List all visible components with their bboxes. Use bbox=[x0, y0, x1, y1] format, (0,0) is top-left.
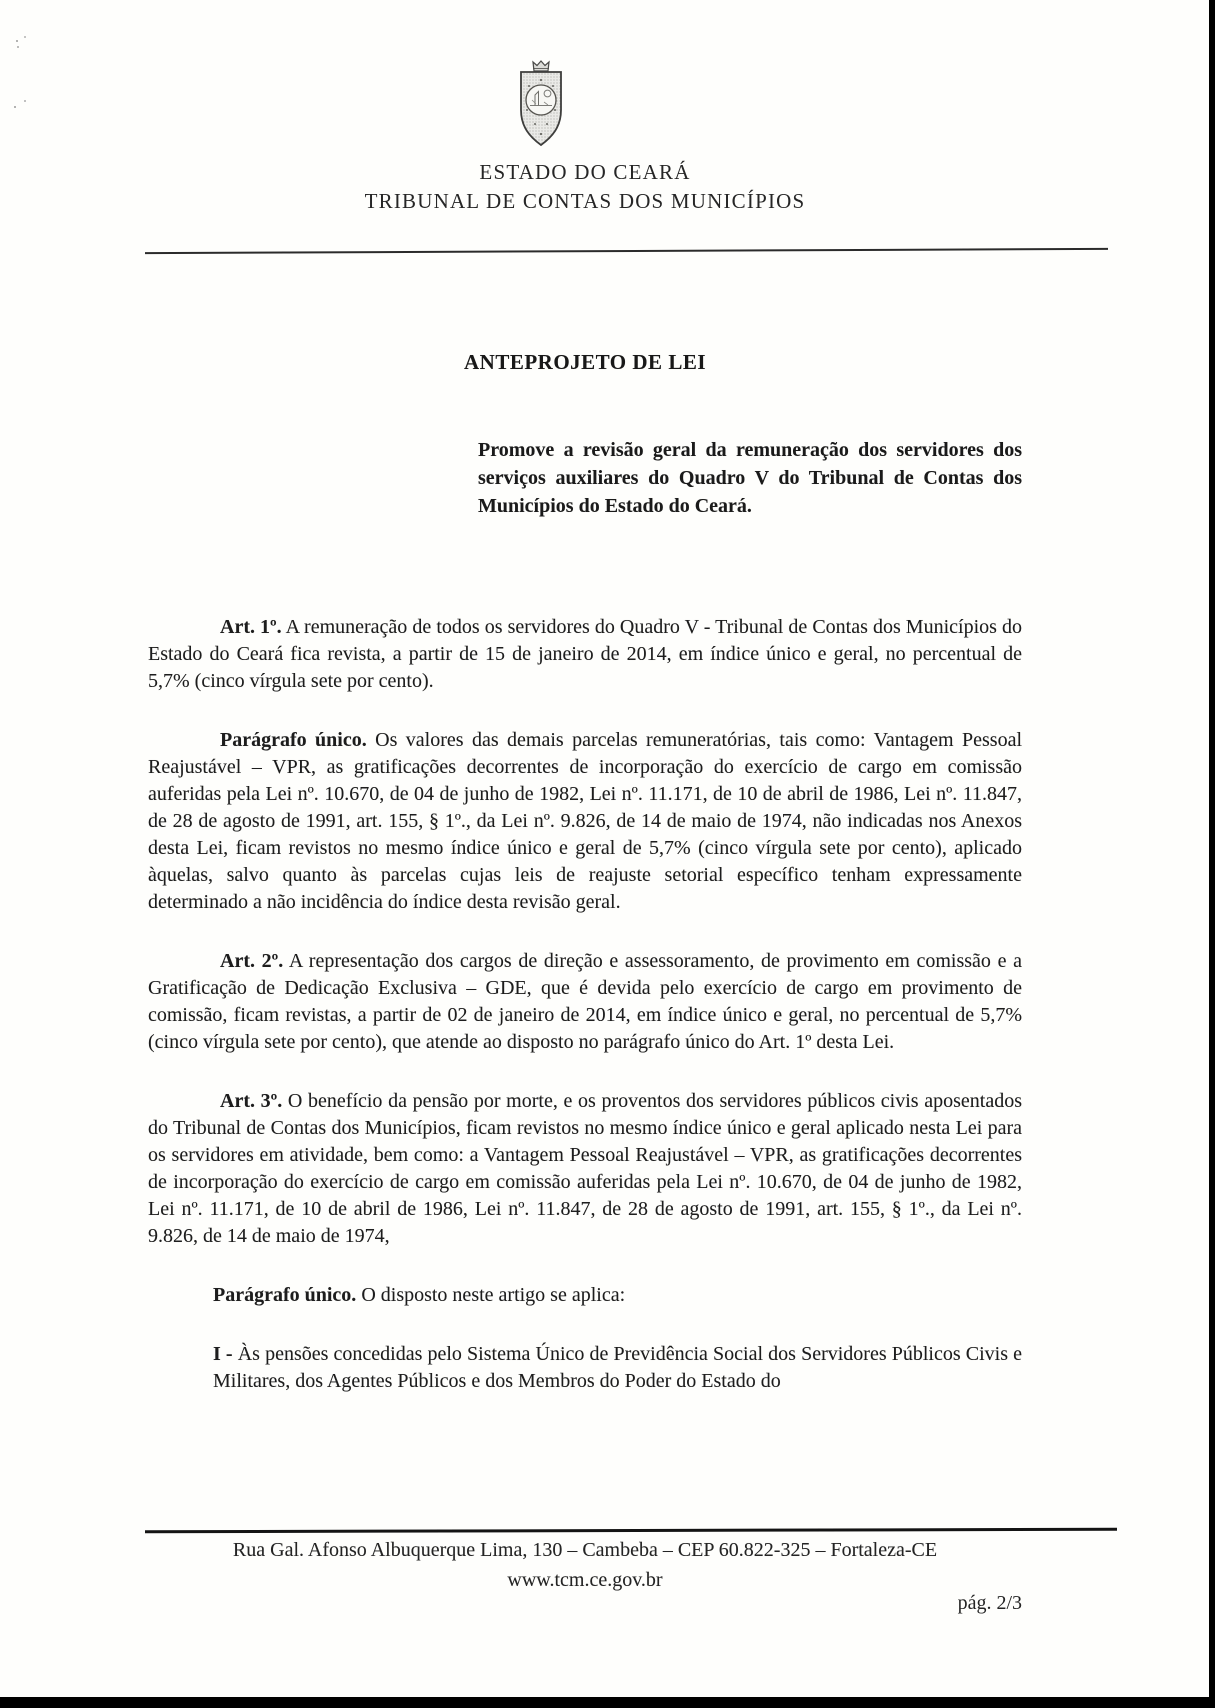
article-1-sole-paragraph bbox=[148, 727, 1022, 916]
item-I-label: I - bbox=[213, 1343, 233, 1365]
article-1-paragraph bbox=[148, 614, 1022, 695]
article-2-paragraph bbox=[148, 948, 1022, 1056]
scan-artifact bbox=[14, 106, 16, 108]
ceara-coat-of-arms-icon bbox=[511, 58, 571, 154]
document-body bbox=[148, 350, 1022, 1427]
articles-block bbox=[148, 614, 1022, 1395]
page-number: pág. 2/3 bbox=[957, 1592, 1022, 1614]
article-3-sole-paragraph-text: O disposto neste artigo se aplica: bbox=[361, 1284, 626, 1306]
header-divider bbox=[145, 248, 1108, 254]
article-3-sole-paragraph-label: Parágrafo único. bbox=[213, 1284, 357, 1306]
scan-edge-bottom bbox=[0, 1697, 1215, 1708]
article-1-label: Art. 1º. bbox=[220, 616, 282, 638]
article-1-sole-paragraph-text: Os valores das demais parcelas remuneratórias, tais como: Vantagem Pessoal Reajustável – VPR, as gratificações decorrentes de incorporação do exercício de cargo em comissão auferidas pela Lei nº. 10.670, de 04 de junho de 1982, Lei nº. 11.171, de 10 de abril de 1986, Lei nº. 11.847, de 28 de agosto de 1991, art. 155, § 1º., da Lei nº. 9.826, de 14 de maio de 1974, não indicadas nos Anexos desta Lei, ficam revistos no mesmo índice único e geral de 5,7% (cinco vírgula sete por cento), aplicado àquelas, salvo quanto às parcelas cujas leis de reajuste setorial específico tenham expressamente determinado a não incidência do índice desta revisão geral. bbox=[148, 729, 1023, 913]
scan-edge-right bbox=[1209, 0, 1215, 1708]
article-3-sole-paragraph bbox=[213, 1282, 1022, 1309]
org-title: TRIBUNAL DE CONTAS DOS MUNICÍPIOS bbox=[364, 189, 806, 213]
article-2-text: A representação dos cargos de direção e assessoramento, de provimento em comissão e a Gratificação de Dedicação Exclusiva – GDE, que é devida pelo exercício de cargo em provimento de comissão, ficam revistas, a partir de 02 de janeiro de 2014, em índice único e geral, no percentual de 5,7% (cinco vírgula sete por cento), que atende ao disposto no parágrafo único do Art. 1º desta Lei. bbox=[148, 950, 1022, 1053]
article-2-label: Art. 2º. bbox=[220, 950, 284, 972]
article-3-text: O benefício da pensão por morte, e os proventos dos servidores públicos civis aposentados do Tribunal de Contas dos Municípios, ficam revistos no mesmo índice único e geral aplicado nesta Lei para os servidores em atividade, bem como: a Vantagem Pessoal Reajustável – VPR, as gratificações decorrentes de incorporação do exercício de cargo em comissão auferidas pela Lei nº. 10.670, de 04 de junho de 1982, Lei nº. 11.171, de 10 de abril de 1986, Lei nº. 11.847, de 28 de agosto de 1991, art. 155, § 1º., da Lei nº. 9.826, de 14 de maio de 1974, bbox=[148, 1090, 1022, 1247]
article-1-sole-paragraph-label: Parágrafo único. bbox=[220, 729, 367, 751]
scan-artifact bbox=[16, 40, 18, 42]
footer-website: www.tcm.ce.gov.br bbox=[507, 1569, 663, 1591]
article-3-label: Art. 3º. bbox=[220, 1090, 283, 1112]
item-I-paragraph bbox=[213, 1341, 1022, 1395]
document-title: ANTEPROJETO DE LEI bbox=[464, 350, 706, 374]
article-3-paragraph bbox=[148, 1088, 1022, 1250]
item-I-text: Às pensões concedidas pelo Sistema Único de Previdência Social dos Servidores Públicos Civis e Militares, dos Agentes Públicos e dos Membros do Poder do Estado do bbox=[213, 1343, 1023, 1392]
document-summary: Promove a revisão geral da remuneração dos servidores dos serviços auxiliares do Quadro V do Tribunal de Contas dos Municípios do Estado do Ceará. bbox=[478, 439, 1022, 517]
footer-address: Rua Gal. Afonso Albuquerque Lima, 130 – Cambeba – CEP 60.822-325 – Fortaleza-CE bbox=[232, 1539, 938, 1561]
org-state-name: ESTADO DO CEARÁ bbox=[479, 160, 691, 184]
footer-divider bbox=[145, 1528, 1117, 1534]
article-1-text: A remuneração de todos os servidores do Quadro V - Tribunal de Contas dos Municípios do Estado do Ceará fica revista, a partir de 15 de janeiro de 2014, em índice único e geral, no percentual de 5,7% (cinco vírgula sete por cento). bbox=[148, 616, 1022, 692]
